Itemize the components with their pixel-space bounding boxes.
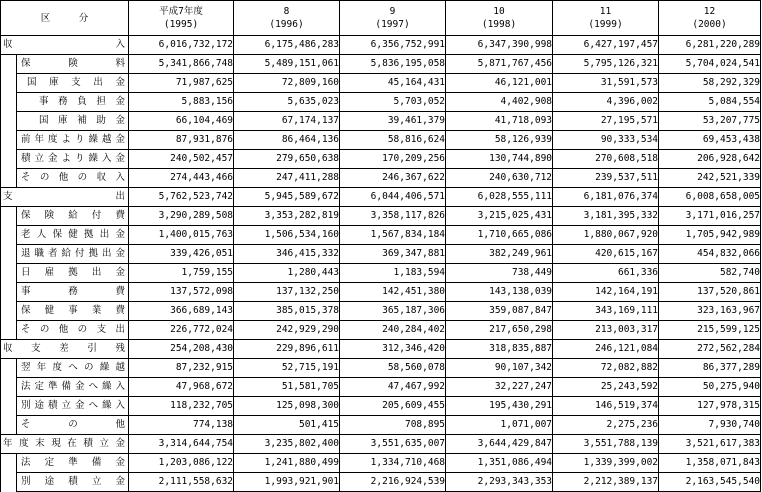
row-indent-cell — [1, 321, 17, 340]
value-cell: 5,883,156 — [129, 93, 234, 112]
value-cell: 2,216,924,539 — [340, 473, 446, 492]
table-row — [1, 397, 761, 416]
value-cell: 39,461,379 — [340, 112, 446, 131]
value-cell: 2,111,558,632 — [129, 473, 234, 492]
value-cell: 146,519,374 — [553, 397, 659, 416]
row-label: 別 途 積 立 金 — [21, 476, 126, 487]
table-row — [1, 150, 761, 169]
row-label: 保 険 料 — [21, 58, 126, 69]
value-cell: 2,163,545,540 — [659, 473, 761, 492]
value-cell: 454,832,066 — [659, 245, 761, 264]
value-cell: 254,208,430 — [129, 340, 234, 359]
value-cell: 206,928,642 — [659, 150, 761, 169]
value-cell: 66,104,469 — [129, 112, 234, 131]
value-cell: 125,098,300 — [234, 397, 340, 416]
row-indent-cell — [1, 112, 17, 131]
value-cell: 3,521,617,383 — [659, 435, 761, 454]
row-indent-cell — [1, 454, 17, 473]
value-cell: 27,195,571 — [553, 112, 659, 131]
value-cell: 247,411,288 — [234, 169, 340, 188]
value-cell: 1,334,710,468 — [340, 454, 446, 473]
value-cell: 53,207,775 — [659, 112, 761, 131]
value-cell: 365,187,306 — [340, 302, 446, 321]
value-cell: 58,292,329 — [659, 74, 761, 93]
value-cell: 229,896,611 — [234, 340, 340, 359]
value-cell: 246,367,622 — [340, 169, 446, 188]
row-label-cell — [1, 340, 129, 359]
value-cell: 6,044,406,571 — [340, 188, 446, 207]
row-label: そ の 他 の 収 入 — [21, 172, 125, 183]
value-cell: 31,591,573 — [553, 74, 659, 93]
row-label-cell — [17, 397, 129, 416]
row-indent-cell — [1, 55, 17, 74]
value-cell: 343,169,111 — [553, 302, 659, 321]
value-cell: 346,415,332 — [234, 245, 340, 264]
row-label: 法 定 準 備 金 へ 繰 入 — [21, 381, 126, 392]
value-cell: 2,275,236 — [553, 416, 659, 435]
table-row — [1, 416, 761, 435]
header-year-5: 12 (2000) — [659, 1, 761, 36]
row-label: 前 年 度 よ り 繰 越 金 — [21, 134, 126, 145]
value-cell: 1,705,942,989 — [659, 226, 761, 245]
value-cell: 41,718,093 — [446, 112, 553, 131]
value-cell: 2,212,389,137 — [553, 473, 659, 492]
value-cell: 3,353,282,819 — [234, 207, 340, 226]
value-cell: 582,740 — [659, 264, 761, 283]
value-cell: 1,506,534,160 — [234, 226, 340, 245]
value-cell: 5,795,126,321 — [553, 55, 659, 74]
row-indent-cell — [1, 74, 17, 93]
value-cell: 3,551,788,139 — [553, 435, 659, 454]
value-cell: 420,615,167 — [553, 245, 659, 264]
value-cell: 127,978,315 — [659, 397, 761, 416]
value-cell: 1,759,155 — [129, 264, 234, 283]
row-indent-cell — [1, 359, 17, 378]
value-cell: 45,164,431 — [340, 74, 446, 93]
value-cell: 58,560,078 — [340, 359, 446, 378]
value-cell: 661,336 — [553, 264, 659, 283]
value-cell: 58,816,624 — [340, 131, 446, 150]
header-year-3: 10 (1998) — [446, 1, 553, 36]
value-cell: 118,232,705 — [129, 397, 234, 416]
value-cell: 87,931,876 — [129, 131, 234, 150]
row-label-cell — [17, 131, 129, 150]
row-label: 保 健 事 業 費 — [21, 305, 126, 316]
row-label-cell — [17, 473, 129, 492]
row-label: 老 人 保 健 拠 出 金 — [21, 229, 126, 240]
value-cell: 226,772,024 — [129, 321, 234, 340]
row-label: 国 庫 補 助 金 — [39, 115, 126, 126]
row-indent-cell — [1, 473, 17, 492]
value-cell: 7,930,740 — [659, 416, 761, 435]
table-row — [1, 245, 761, 264]
row-label-cell — [17, 378, 129, 397]
value-cell: 6,181,076,374 — [553, 188, 659, 207]
row-label-cell — [17, 112, 129, 131]
row-indent-cell — [1, 264, 17, 283]
value-cell: 5,703,052 — [340, 93, 446, 112]
row-label: そ の 他 — [21, 419, 126, 430]
value-cell: 1,241,880,499 — [234, 454, 340, 473]
value-cell: 142,451,380 — [340, 283, 446, 302]
value-cell: 5,945,589,672 — [234, 188, 340, 207]
value-cell: 217,650,298 — [446, 321, 553, 340]
value-cell: 72,082,882 — [553, 359, 659, 378]
value-cell: 774,138 — [129, 416, 234, 435]
table-row — [1, 36, 761, 55]
header-year-4: 11 (1999) — [553, 1, 659, 36]
value-cell: 46,121,001 — [446, 74, 553, 93]
value-cell: 69,453,438 — [659, 131, 761, 150]
value-cell: 6,356,752,991 — [340, 36, 446, 55]
table-row — [1, 188, 761, 207]
row-label: そ の 他 の 支 出 — [21, 324, 125, 335]
row-indent-cell — [1, 150, 17, 169]
table-row — [1, 169, 761, 188]
row-label-cell — [17, 283, 129, 302]
table-row — [1, 340, 761, 359]
table-row — [1, 302, 761, 321]
row-indent-cell — [1, 302, 17, 321]
row-label-cell — [17, 74, 129, 93]
value-cell: 170,209,256 — [340, 150, 446, 169]
value-cell: 205,609,455 — [340, 397, 446, 416]
value-cell: 6,175,486,283 — [234, 36, 340, 55]
row-label: 翌 年 度 へ の 繰 越 — [21, 362, 126, 373]
row-indent-cell — [1, 378, 17, 397]
value-cell: 1,710,665,086 — [446, 226, 553, 245]
row-indent-cell — [1, 283, 17, 302]
row-label-cell — [17, 245, 129, 264]
value-cell: 1,400,015,763 — [129, 226, 234, 245]
table-row — [1, 131, 761, 150]
value-cell: 5,635,023 — [234, 93, 340, 112]
value-cell: 1,993,921,901 — [234, 473, 340, 492]
value-cell: 6,347,390,998 — [446, 36, 553, 55]
row-label: 積 立 金 よ り 繰 入 金 — [21, 153, 126, 164]
table-row — [1, 454, 761, 473]
value-cell: 71,987,625 — [129, 74, 234, 93]
value-cell: 213,003,317 — [553, 321, 659, 340]
value-cell: 279,650,638 — [234, 150, 340, 169]
value-cell: 2,293,343,353 — [446, 473, 553, 492]
table-row — [1, 74, 761, 93]
row-label-cell — [1, 36, 129, 55]
value-cell: 142,164,191 — [553, 283, 659, 302]
row-indent-cell — [1, 397, 17, 416]
value-cell: 240,630,712 — [446, 169, 553, 188]
value-cell: 312,346,420 — [340, 340, 446, 359]
row-label-cell — [17, 416, 129, 435]
value-cell: 137,520,861 — [659, 283, 761, 302]
value-cell: 3,215,025,431 — [446, 207, 553, 226]
row-label: 国 庫 支 出 金 — [27, 77, 126, 88]
value-cell: 5,341,866,748 — [129, 55, 234, 74]
row-label-cell — [17, 93, 129, 112]
row-label: 収 入 — [3, 39, 126, 50]
row-label-cell — [1, 188, 129, 207]
value-cell: 3,181,395,332 — [553, 207, 659, 226]
value-cell: 5,084,554 — [659, 93, 761, 112]
value-cell: 1,203,086,122 — [129, 454, 234, 473]
value-cell: 50,275,940 — [659, 378, 761, 397]
value-cell: 215,599,125 — [659, 321, 761, 340]
value-cell: 137,572,098 — [129, 283, 234, 302]
row-indent-cell — [1, 93, 17, 112]
row-label-cell — [17, 150, 129, 169]
row-label: 支 出 — [3, 191, 126, 202]
row-label: 日 雇 拠 出 金 — [21, 267, 126, 278]
row-indent-cell — [1, 207, 17, 226]
value-cell: 86,377,289 — [659, 359, 761, 378]
value-cell: 6,008,658,005 — [659, 188, 761, 207]
value-cell: 270,608,518 — [553, 150, 659, 169]
table-body — [1, 1, 761, 492]
table-row — [1, 378, 761, 397]
value-cell: 708,895 — [340, 416, 446, 435]
value-cell: 4,396,002 — [553, 93, 659, 112]
value-cell: 323,163,967 — [659, 302, 761, 321]
value-cell: 58,126,939 — [446, 131, 553, 150]
value-cell: 6,281,220,289 — [659, 36, 761, 55]
value-cell: 240,284,402 — [340, 321, 446, 340]
value-cell: 501,415 — [234, 416, 340, 435]
value-cell: 366,689,143 — [129, 302, 234, 321]
value-cell: 272,562,284 — [659, 340, 761, 359]
header-year-1: 8 (1996) — [234, 1, 340, 36]
value-cell: 3,644,429,847 — [446, 435, 553, 454]
table-row — [1, 226, 761, 245]
row-label: 年 度 末 現 在 積 立 金 — [3, 438, 125, 449]
value-cell: 51,581,705 — [234, 378, 340, 397]
row-label-cell — [17, 169, 129, 188]
row-label-cell — [17, 264, 129, 283]
row-indent-cell — [1, 245, 17, 264]
value-cell: 5,836,195,058 — [340, 55, 446, 74]
row-indent-cell — [1, 169, 17, 188]
value-cell: 1,880,067,920 — [553, 226, 659, 245]
value-cell: 87,232,915 — [129, 359, 234, 378]
value-cell: 4,402,908 — [446, 93, 553, 112]
value-cell: 1,358,071,843 — [659, 454, 761, 473]
header-row — [1, 1, 761, 36]
value-cell: 47,968,672 — [129, 378, 234, 397]
row-label-cell — [17, 454, 129, 473]
value-cell: 5,489,151,061 — [234, 55, 340, 74]
value-cell: 1,351,086,494 — [446, 454, 553, 473]
value-cell: 52,715,191 — [234, 359, 340, 378]
value-cell: 5,704,024,541 — [659, 55, 761, 74]
value-cell: 90,107,342 — [446, 359, 553, 378]
table-row — [1, 112, 761, 131]
row-indent-cell — [1, 416, 17, 435]
table-row — [1, 264, 761, 283]
value-cell: 385,015,378 — [234, 302, 340, 321]
value-cell: 339,426,051 — [129, 245, 234, 264]
value-cell: 1,567,834,184 — [340, 226, 446, 245]
value-cell: 3,358,117,826 — [340, 207, 446, 226]
row-label-cell — [17, 321, 129, 340]
row-label: 事 務 費 — [21, 286, 126, 297]
value-cell: 3,314,644,754 — [129, 435, 234, 454]
value-cell: 239,537,511 — [553, 169, 659, 188]
row-label-cell — [17, 207, 129, 226]
value-cell: 5,762,523,742 — [129, 188, 234, 207]
value-cell: 1,339,399,002 — [553, 454, 659, 473]
value-cell: 1,280,443 — [234, 264, 340, 283]
value-cell: 25,243,592 — [553, 378, 659, 397]
value-cell: 242,521,339 — [659, 169, 761, 188]
value-cell: 90,333,534 — [553, 131, 659, 150]
value-cell: 1,183,594 — [340, 264, 446, 283]
table-row — [1, 321, 761, 340]
value-cell: 6,016,732,172 — [129, 36, 234, 55]
value-cell: 240,502,457 — [129, 150, 234, 169]
value-cell: 382,249,961 — [446, 245, 553, 264]
row-label: 収 支 差 引 残 — [3, 343, 126, 354]
value-cell: 1,071,007 — [446, 416, 553, 435]
value-cell: 3,171,016,257 — [659, 207, 761, 226]
value-cell: 369,347,881 — [340, 245, 446, 264]
value-cell: 738,449 — [446, 264, 553, 283]
value-cell: 72,809,160 — [234, 74, 340, 93]
value-cell: 86,464,136 — [234, 131, 340, 150]
value-cell: 5,871,767,456 — [446, 55, 553, 74]
row-label-cell — [17, 55, 129, 74]
header-label: 区 分 — [40, 12, 89, 24]
table-row — [1, 93, 761, 112]
row-label: 法 定 準 備 金 — [21, 457, 126, 468]
value-cell: 143,138,039 — [446, 283, 553, 302]
table-row — [1, 359, 761, 378]
row-label-cell — [17, 226, 129, 245]
value-cell: 195,430,291 — [446, 397, 553, 416]
row-label: 保 険 給 付 費 — [21, 210, 126, 221]
table-row — [1, 207, 761, 226]
header-year-2: 9 (1997) — [340, 1, 446, 36]
row-label-cell — [1, 435, 129, 454]
row-label: 事 務 負 担 金 — [39, 96, 126, 107]
row-indent-cell — [1, 131, 17, 150]
row-label: 別 途 積 立 金 へ 繰 入 — [21, 400, 126, 411]
value-cell: 32,227,247 — [446, 378, 553, 397]
table-row — [1, 435, 761, 454]
value-cell: 318,835,887 — [446, 340, 553, 359]
row-label-cell — [17, 302, 129, 321]
value-cell: 274,443,466 — [129, 169, 234, 188]
header-label-cell — [1, 1, 129, 36]
value-cell: 3,551,635,007 — [340, 435, 446, 454]
value-cell: 3,290,289,508 — [129, 207, 234, 226]
value-cell: 3,235,802,400 — [234, 435, 340, 454]
value-cell: 47,467,992 — [340, 378, 446, 397]
value-cell: 6,028,555,111 — [446, 188, 553, 207]
value-cell: 67,174,137 — [234, 112, 340, 131]
table-row — [1, 55, 761, 74]
value-cell: 242,929,290 — [234, 321, 340, 340]
value-cell: 130,744,890 — [446, 150, 553, 169]
row-label-cell — [17, 359, 129, 378]
value-cell: 359,087,847 — [446, 302, 553, 321]
row-indent-cell — [1, 226, 17, 245]
table-row — [1, 473, 761, 492]
value-cell: 6,427,197,457 — [553, 36, 659, 55]
row-label: 退 職 者 給 付 拠 出 金 — [21, 248, 126, 259]
value-cell: 137,132,250 — [234, 283, 340, 302]
value-cell: 246,121,084 — [553, 340, 659, 359]
table-row — [1, 283, 761, 302]
header-year-0: 平成7年度 (1995) — [129, 1, 234, 36]
